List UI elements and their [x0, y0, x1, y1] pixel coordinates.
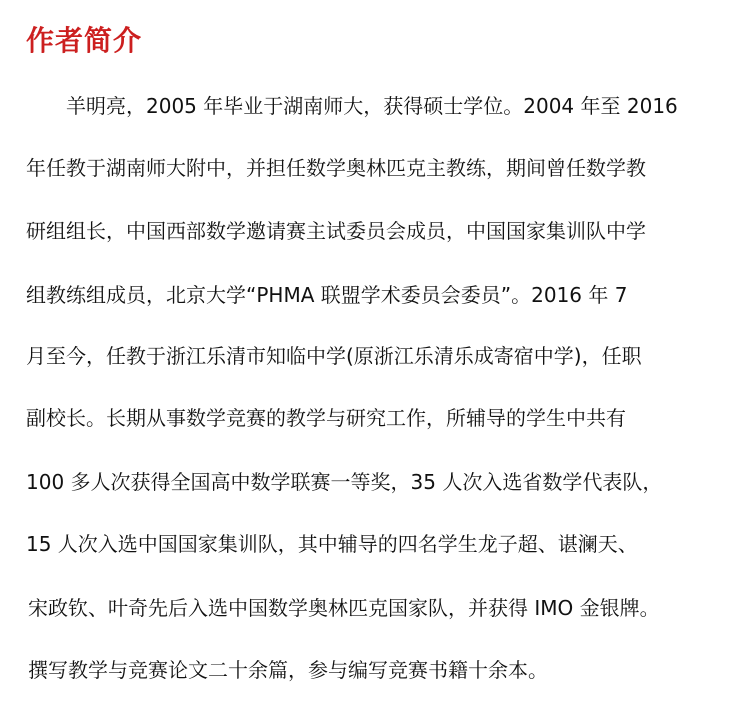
bio-line: 宋政钦、叶奇先后入选中国数学奥林匹克国家队，并获得 IMO 金银牌。 [28, 596, 660, 620]
bio-line: 撰写教学与竞赛论文二十余篇，参与编写竞赛书籍十余本。 [28, 658, 548, 682]
bio-line: 羊明亮，2005 年毕业于湖南师大，获得硕士学位。2004 年至 2016 [66, 94, 678, 118]
bio-line: 研组组长，中国西部数学邀请赛主试委员会成员，中国国家集训队中学 [26, 219, 646, 243]
bio-line: 副校长。长期从事数学竞赛的教学与研究工作，所辅导的学生中共有 [26, 406, 626, 430]
bio-line: 组教练组成员，北京大学“PHMA 联盟学术委员会委员”。2016 年 7 [26, 283, 628, 307]
bio-line: 100 多人次获得全国高中数学联赛一等奖，35 人次入选省数学代表队， [26, 470, 663, 494]
bio-line: 年任教于湖南师大附中，并担任数学奥林匹克主教练，期间曾任数学教 [26, 156, 646, 180]
bio-line: 月至今，任教于浙江乐清市知临中学(原浙江乐清乐成寄宿中学)，任职 [26, 344, 642, 368]
bio-line: 15 人次入选中国国家集训队，其中辅导的四名学生龙子超、谌澜天、 [26, 532, 638, 556]
section-title: 作者简介 [26, 24, 143, 57]
